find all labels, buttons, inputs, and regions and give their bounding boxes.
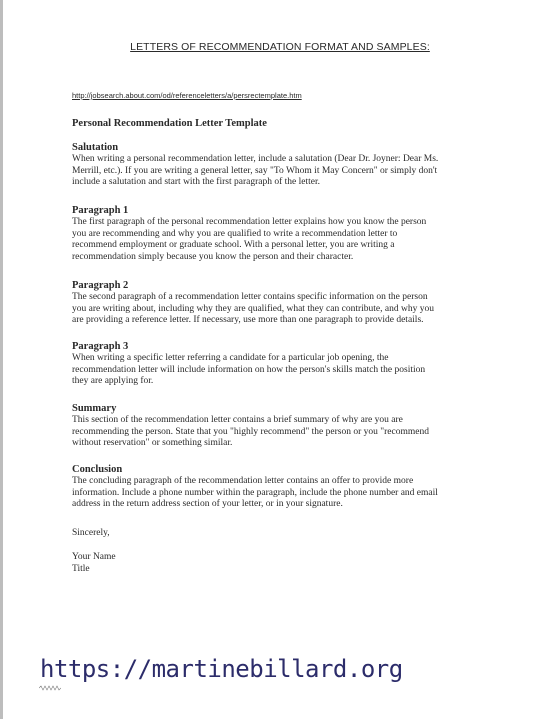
section-line: include a salutation and start with the first paragraph of the letter.	[72, 177, 320, 187]
section-line: are providing a reference letter. If necessary, use more than one paragraph to provide details.	[72, 315, 424, 325]
section-line: The second paragraph of a recommendation letter contains specific information on the person	[72, 292, 428, 302]
section-line: When writing a specific letter referring a candidate for a particular job opening, the	[72, 353, 389, 363]
section-line: This section of the recommendation letter contains a brief summary of why are you are	[72, 415, 403, 425]
section-line: When writing a personal recommendation letter, include a salutation (Dear Dr. Joyner: Dear Ms.	[72, 154, 439, 164]
section-paragraph-2	[72, 280, 492, 327]
document-title: LETTERS OF RECOMMENDATION FORMAT AND SAMPLES:	[130, 41, 430, 53]
section-line: recommendation letter will include information on how the person's skills match the position	[72, 364, 426, 375]
template-title: Personal Recommendation Letter Template	[72, 118, 267, 129]
section-heading: Paragraph 2	[72, 280, 129, 291]
section-line: you are writing about, including why they are qualified, what they can contribute, and why you	[72, 303, 434, 314]
section-line: recommendation simply because you know the person and their character.	[72, 251, 354, 262]
section-summary	[72, 403, 492, 450]
closing-name: Your Name	[72, 552, 116, 562]
closing-sincerely: Sincerely,	[72, 528, 110, 538]
section-line: The concluding paragraph of the recommendation letter contains an offer to provide more	[72, 476, 414, 486]
section-line: recommending the person. State that you "highly recommend" the person or you "recommend	[72, 426, 429, 437]
section-heading: Conclusion	[72, 464, 123, 475]
closing-title: Title	[72, 564, 90, 574]
source-url[interactable]: http://jobsearch.about.com/od/referenceletters/a/persrectemplate.htm	[72, 91, 302, 100]
section-line: they are applying for.	[72, 376, 154, 386]
section-line: information. Include a phone number within the paragraph, include the phone number and email	[72, 487, 438, 498]
section-heading: Paragraph 1	[72, 205, 129, 216]
section-paragraph-3	[72, 341, 492, 388]
section-line: you are recommending and why you are qualified to write a recommendation letter to	[72, 228, 398, 239]
section-heading: Salutation	[72, 142, 119, 153]
section-line: without reservation" or something similar.	[72, 438, 233, 448]
section-paragraph-1	[72, 205, 492, 263]
watermark-squiggle-icon	[39, 685, 61, 691]
section-heading: Paragraph 3	[72, 341, 129, 352]
section-line: Merrill, etc.). If you are writing a general letter, say "To Whom it May Concern" or simply don't	[72, 165, 438, 176]
section-salutation	[72, 142, 492, 189]
section-line: address in the return address section of your letter, or in your signature.	[72, 499, 343, 509]
section-conclusion	[72, 464, 492, 511]
section-heading: Summary	[72, 403, 117, 414]
section-line: The first paragraph of the personal recommendation letter explains how you know the person	[72, 217, 427, 227]
section-line: recommend employment or graduate school. With a personal letter, you are writing a	[72, 240, 395, 250]
watermark-url: https://martinebillard.org	[40, 655, 403, 683]
